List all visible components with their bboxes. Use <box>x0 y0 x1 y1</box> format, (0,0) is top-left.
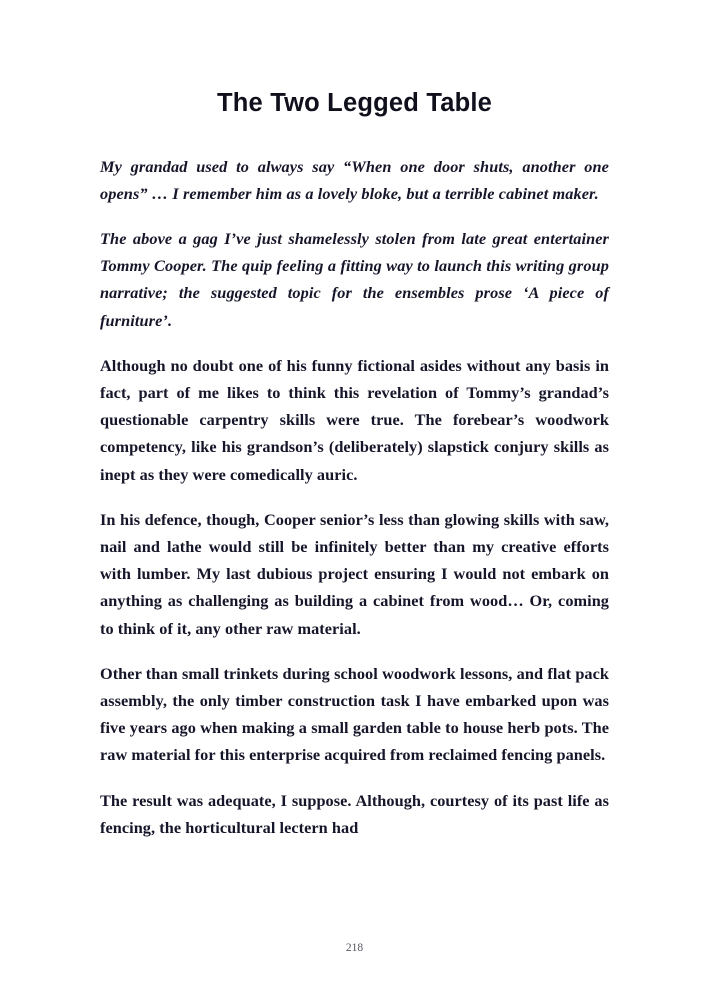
paragraph: My grandad used to always say “When one door shuts, another one opens” … I remember him as a lovely bloke, but a terrible cabinet maker. <box>100 156 609 203</box>
paragraph: Although no doubt one of his funny fictional asides without any basis in fact, part of me likes to think this revelation of Tommy’s grandad’s questionable carpentry skills were true. The forebear’s woodwork competency, like his grandson’s (deliberately) slapstick conjury skills as inept as they were comedically auric. <box>100 355 609 484</box>
page-title: The Two Legged Table <box>216 89 493 117</box>
paragraph: The above a gag I’ve just shamelessly stolen from late great entertainer Tommy Cooper. The quip feeling a fitting way to launch this writing group narrative; the suggested topic for the ensembles prose ‘A piece of furniture’. <box>100 229 609 330</box>
paragraph: Other than small trinkets during school woodwork lessons, and flat pack assembly, the only timber construction task I have embarked upon was five years ago when making a small garden table to house herb pots. The raw material for this enterprise acquired from reclaimed fencing panels. <box>100 663 609 765</box>
page-number: 218 <box>345 942 364 954</box>
paragraph: In his defence, though, Cooper senior’s less than glowing skills with saw, nail and lathe would still be infinitely better than my creative efforts with lumber. My last dubious project ensuring I would not embark on anything as challenging as building a cabinet from wood… Or, coming to think of it, any other raw material. <box>100 509 609 638</box>
paragraph: The result was adequate, I suppose. Although, courtesy of its past life as fencing, the horticultural lectern had <box>100 790 609 837</box>
